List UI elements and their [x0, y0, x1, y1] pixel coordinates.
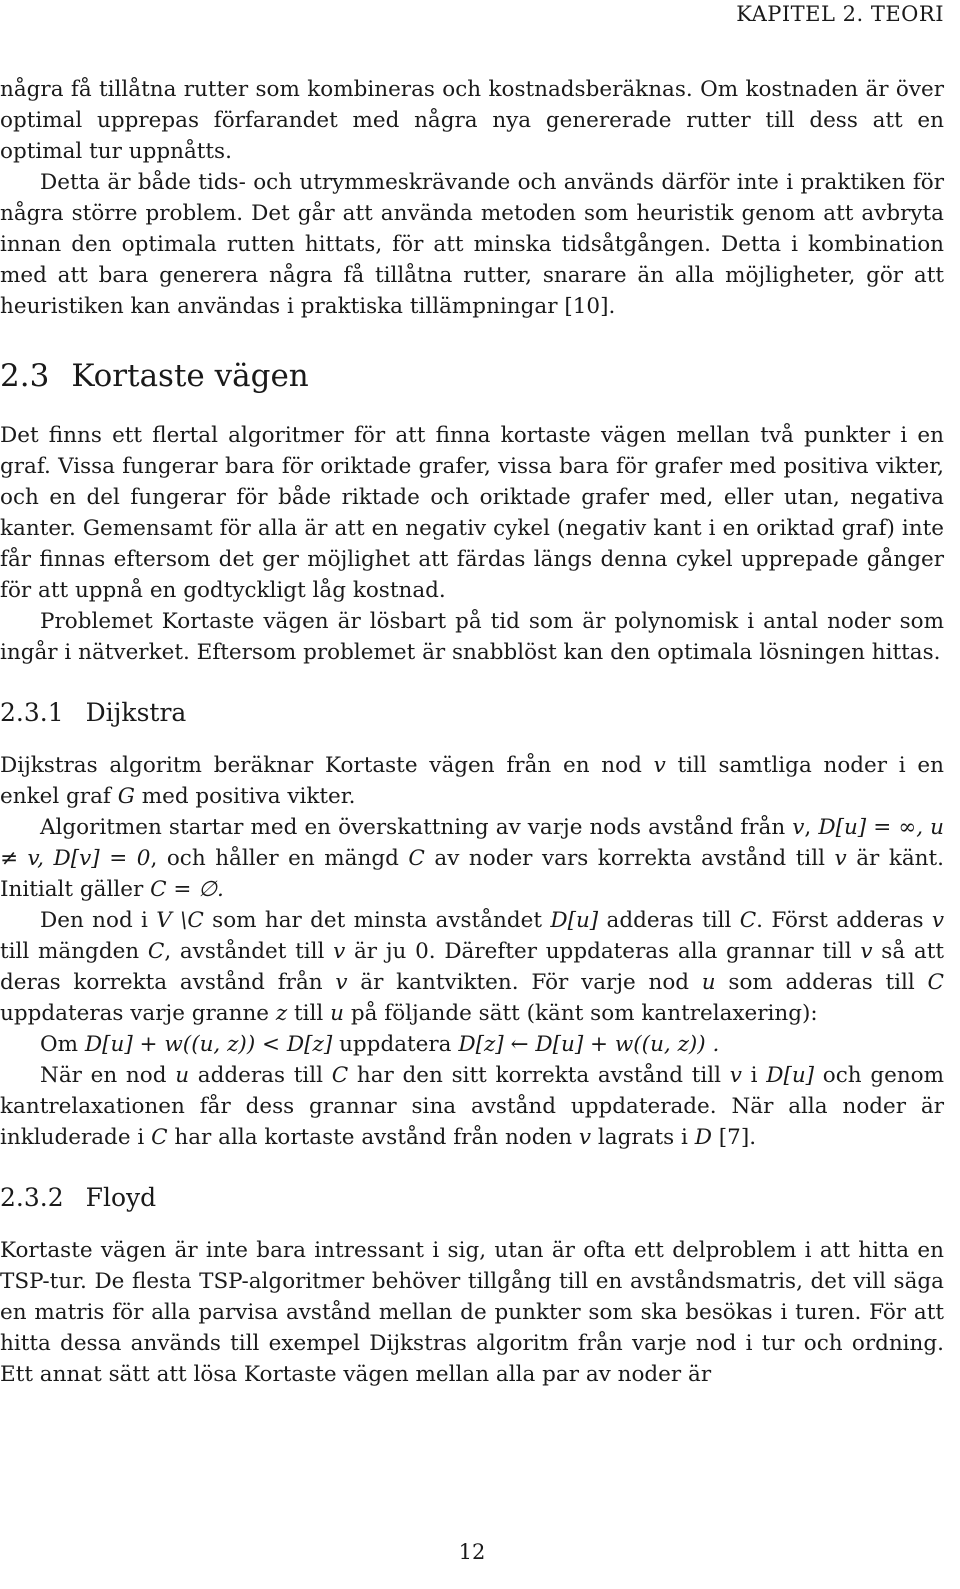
math-v: v [335, 970, 348, 995]
paragraph: Det finns ett flertal algoritmer för att finna kortaste vägen mellan två punkter i en graf. Vissa fungerar bara för oriktade grafer, vissa bara för grafer med positiva vikter, och en del fungerar för både riktade och oriktade grafer med, eller utan, negativa kanter. Gemensamt för alla är att en negativ cykel (negativ kant i en oriktad graf) inte får finnas eftersom det ger möjlighet att färdas längs denna cykel upprepade gånger för att uppnå en godtyckligt låg kostnad. [0, 423, 944, 603]
math-v: v [333, 939, 346, 964]
math-relax-condition: D[u] + w((u, z)) < D[z] [84, 1032, 333, 1057]
subsection-title: Floyd [85, 1183, 157, 1212]
math-D: D [694, 1125, 712, 1150]
paragraph: Detta är både tids- och utrymmeskrävande och används därför inte i praktiken för några större problem. Det går att använda metoden som heuristik genom att avbryta innan den optimala rutten hittats, för att minska tidsåtgången. Detta i kombination med att bara generera några få tillåtna rutter, snarare än alla möjligheter, gör att heuristiken kan användas i praktiska tillämpningar [10]. [0, 170, 944, 319]
math-G: G [117, 784, 135, 809]
math-u: u [701, 970, 716, 995]
paragraph-relaxation-rule: Om D[u] + w((u, z)) < D[z] uppdatera D[z] ← D[u] + w((u, z)) . [40, 1032, 720, 1057]
paragraph: några få tillåtna rutter som kombineras och kostnadsberäknas. Om kostnaden är över optimal upprepas förfarandet med några nya genererade rutter till dess att en optimal tur uppnåtts. [0, 77, 944, 164]
math-V-minus-C: V \C [156, 908, 204, 933]
math-C: C [408, 846, 425, 871]
math-v: v [860, 939, 873, 964]
math-relax-update: D[z] ← D[u] + w((u, z)) . [458, 1032, 720, 1057]
math-C: C [147, 939, 165, 964]
section-number: 2.3 [0, 358, 50, 394]
math-C: C [927, 970, 944, 995]
paragraph-dijkstra-init: Algoritmen startar med en överskattning av varje nods avstånd från v, D[u] = ∞, u ≠ v, D[v] = 0, och håller en mängd C av noder vars korrekta avstånd till v är känt. Initialt gäller C = ∅. [0, 815, 945, 902]
math-u: u [175, 1063, 190, 1088]
running-head: KAPITEL 2. TEORI [736, 2, 944, 26]
math-v: v [653, 753, 666, 778]
math-init-C: C = ∅. [150, 877, 224, 902]
math-u: u [330, 1001, 344, 1026]
paragraph-dijkstra-intro: Dijkstras algoritm beräknar Kortaste vägen från en nod v till samtliga noder i en enkel graf G med positiva vikter. [0, 753, 945, 809]
paragraph-dijkstra-result: När en nod u adderas till C har den sitt korrekta avstånd till v i D[u] och genom kantrelaxationen får dess grannar sina avstånd uppdaterade. När alla noder är inkluderade i C har alla kortaste avstånd från noden v lagrats i D [7]. [0, 1063, 945, 1150]
subsection-number: 2.3.1 [0, 698, 64, 727]
paragraph: Problemet Kortaste vägen är lösbart på tid som är polynomisk i antal noder som ingår i nätverket. Eftersom problemet är snabblöst kan den optimala lösningen hittas. [0, 609, 944, 665]
subsection-heading-floyd [0, 1181, 944, 1215]
subsection-title: Dijkstra [85, 698, 187, 727]
subsection-number: 2.3.2 [0, 1183, 64, 1212]
paragraph: Kortaste vägen är inte bara intressant i sig, utan är ofta ett delproblem i att hitta en TSP-tur. De flesta TSP-algoritmer behöver tillgång till en avståndsmatris, det vill säga en matris för alla parvisa avstånd mellan de punkter som ska besökas i turen. För att hitta dessa används till exempel Dijkstras algoritm från varje nod i tur och ordning. Ett annat sätt att lösa Kortaste vägen mellan alla par av noder är [0, 1238, 944, 1387]
math-z: z [275, 1001, 288, 1026]
math-C: C [331, 1063, 349, 1088]
math-Du: D[u] [550, 908, 599, 933]
math-v: v [834, 846, 847, 871]
math-v: v [931, 908, 944, 933]
paragraph-dijkstra-step: Den nod i V \C som har det minsta avståndet D[u] adderas till C. Först adderas v till mängden C, avståndet till v är ju 0. Därefter uppdateras alla grannar till v så att deras korrekta avstånd från v är kantvikten. För varje nod u som adderas till C uppdateras varje granne z till u på följande sätt (känt som kantrelaxering): [0, 908, 944, 1026]
math-Du: D[u] [766, 1063, 815, 1088]
subsection-heading-dijkstra [0, 696, 944, 730]
page-number: 12 [458, 1540, 486, 1564]
math-v: v [792, 815, 805, 840]
body-text [0, 74, 944, 1390]
math-C: C [151, 1125, 168, 1150]
math-v: v [729, 1063, 742, 1088]
section-title: Kortaste vägen [71, 358, 309, 394]
math-C: C [739, 908, 757, 933]
section-heading-kortaste-vagen [0, 356, 944, 396]
math-v: v [578, 1125, 592, 1150]
math-init-distance: D[u] = ∞, u ≠ v, D[v] = 0 [0, 815, 945, 871]
